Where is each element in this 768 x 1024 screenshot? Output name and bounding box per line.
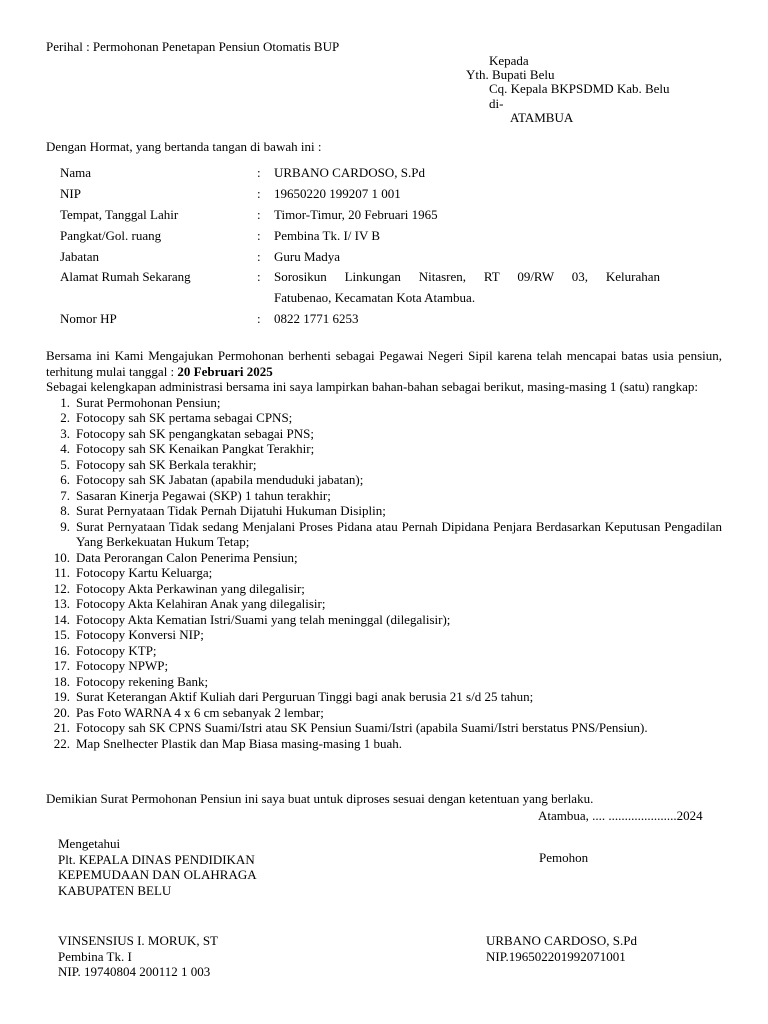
subject-line: Perihal : Permohonan Penetapan Pensiun Otomatis BUP: [46, 39, 340, 54]
attachment-item: [46, 441, 722, 457]
attachment-number: 21.: [53, 720, 70, 735]
identity-value: Pembina Tk. I/ IV B: [274, 227, 381, 243]
attachment-item: [46, 488, 722, 504]
identity-label: NIP: [60, 185, 81, 201]
attachment-item: [46, 658, 722, 674]
attachment-number: 18.: [53, 673, 70, 689]
paragraph-attachments: Sebagai kelengkapan administrasi bersama ini saya lampirkan bahan-bahan sebagai berikut, masing-masing 1 (satu) rangkap:: [46, 379, 698, 394]
identity-value: Guru Madya: [274, 248, 341, 264]
attachment-number: 1.: [60, 394, 70, 410]
attachment-number: 7.: [60, 487, 70, 503]
attachment-text: Surat Pernyataan Tidak Pernah Dijatuhi Hukuman Disiplin;: [76, 503, 386, 518]
applicant-label: Pemohon: [539, 850, 589, 865]
attachment-number: 11.: [54, 565, 70, 580]
attachment-item: [46, 736, 722, 752]
identity-label: Tempat, Tanggal Lahir: [60, 206, 179, 222]
attachment-item: [46, 410, 722, 426]
letter-body: [46, 348, 722, 751]
official-rank: Pembina Tk. I: [58, 948, 132, 964]
attachment-item: [46, 519, 722, 550]
official-title-3: KABUPATEN BELU: [58, 882, 172, 898]
attachment-text: Fotocopy sah SK pengangkatan sebagai PNS;: [76, 425, 314, 441]
address-line-2: Fatubenao, Kecamatan Kota Atambua.: [274, 290, 476, 306]
identity-colon: :: [257, 165, 261, 180]
identity-row-pangkat: [60, 228, 660, 249]
attachment-number: 16.: [53, 642, 70, 658]
attachment-number: 5.: [60, 456, 70, 472]
identity-colon: :: [257, 185, 261, 201]
attachment-item: [46, 581, 722, 597]
attachment-number: 6.: [60, 472, 70, 487]
attachment-item: [46, 720, 722, 736]
attachment-text: Fotocopy Akta Perkawinan yang dilegalisir;: [76, 580, 305, 596]
attachment-text: Fotocopy Akta Kematian Istri/Suami yang telah meninggal (dilegalisir);: [76, 611, 451, 627]
recipient-kepada: Kepada: [489, 53, 529, 68]
attachment-number: 12.: [53, 580, 70, 596]
attachment-number: 19.: [53, 689, 70, 704]
identity-value: Timor-Timur, 20 Februari 1965: [274, 206, 438, 222]
attachment-text: Surat Pernyataan Tidak sedang Menjalani Proses Pidana atau Pernah Dipidana Penjara Berdasarkan Keputusan Pengadilan Yang Berkekuatan Hukum Tetap;: [76, 518, 722, 549]
attachment-number: 10.: [53, 549, 70, 565]
recipient-block: [466, 53, 670, 124]
applicant-nip: NIP.196502201992071001: [486, 948, 626, 964]
attachment-number: 13.: [53, 596, 70, 611]
identity-label: Jabatan: [60, 248, 99, 264]
attachment-number: 17.: [53, 658, 70, 673]
address-line-1: Sorosikun Linkungan Nitasren, RT 09/RW 03, Kelurahan: [274, 269, 660, 285]
attachment-item: [46, 627, 722, 643]
attachment-text: Fotocopy Kartu Keluarga;: [76, 565, 213, 580]
closing-paragraph: Demikian Surat Permohonan Pensiun ini saya buat untuk diproses sesuai dengan ketentuan yang berlaku.: [46, 791, 594, 806]
attachment-text: Fotocopy sah SK Kenaikan Pangkat Terakhir;: [76, 441, 315, 456]
attachment-item: [46, 550, 722, 566]
attachment-item: [46, 674, 722, 690]
identity-row-alamat: [60, 269, 660, 311]
identity-row-nama: [60, 165, 660, 186]
identity-table: [60, 165, 660, 332]
official-signature: [58, 933, 218, 980]
attachment-number: 15.: [53, 627, 70, 642]
attachment-item: [46, 643, 722, 659]
paragraph-request-text: Bersama ini Kami Mengajukan Permohonan berhenti sebagai Pegawai Negeri Sipil karena telah mencapai batas usia pensiun, terhitung mulai tanggal :: [46, 348, 722, 379]
retirement-date: 20 Februari 2025: [177, 363, 273, 379]
identity-value: 0822 1771 6253: [274, 311, 359, 327]
attachment-text: Fotocopy NPWP;: [76, 658, 169, 673]
attachment-text: Fotocopy sah SK Berkala terakhir;: [76, 456, 257, 472]
attachment-text: Pas Foto WARNA 4 x 6 cm sebanyak 2 lembar;: [76, 704, 324, 720]
official-title-2: KEPEMUDAAN DAN OLAHRAGA: [58, 867, 257, 882]
attachment-number: 22.: [53, 735, 70, 751]
identity-row-ttl: [60, 207, 660, 228]
acknowledgement-heading: Mengetahui: [58, 836, 121, 851]
official-name: VINSENSIUS I. MORUK, ST: [58, 933, 218, 948]
attachment-item: [46, 503, 722, 519]
identity-colon: :: [257, 311, 261, 327]
identity-colon: :: [257, 269, 261, 285]
attachment-number: 3.: [60, 425, 70, 441]
official-title-1: Plt. KEPALA DINAS PENDIDIKAN: [58, 851, 255, 867]
place-date: Atambua, .... .....................2024: [538, 808, 703, 823]
recipient-di: di-: [489, 95, 504, 111]
attachment-item: [46, 457, 722, 473]
attachment-number: 2.: [60, 410, 70, 425]
attachment-text: Surat Permohonan Pensiun;: [76, 394, 221, 410]
attachment-item: [46, 705, 722, 721]
attachment-item: [46, 565, 722, 581]
attachment-number: 4.: [60, 441, 70, 456]
attachment-text: Fotocopy sah SK CPNS Suami/Istri atau SK Pensiun Suami/Istri (apabila Suami/Istri berstatus PNS/Pensiun).: [76, 720, 648, 735]
attachment-text: Fotocopy rekening Bank;: [76, 673, 209, 689]
attachment-text: Map Snelhecter Plastik dan Map Biasa masing-masing 1 buah.: [76, 735, 403, 751]
attachment-item: [46, 612, 722, 628]
identity-colon: :: [257, 206, 261, 222]
attachment-text: Surat Keterangan Aktif Kuliah dari Perguruan Tinggi bagi anak berusia 21 s/d 25 tahun;: [76, 689, 534, 704]
recipient-cq: Cq. Kepala BKPSDMD Kab. Belu: [489, 81, 670, 97]
attachment-text: Sasaran Kinerja Pegawai (SKP) 1 tahun terakhir;: [76, 487, 331, 503]
attachment-item: [46, 689, 722, 705]
attachment-text: Fotocopy sah SK pertama sebagai CPNS;: [76, 410, 293, 425]
identity-colon: :: [257, 227, 261, 243]
attachment-item: [46, 472, 722, 488]
attachment-number: 14.: [53, 611, 70, 627]
attachment-number: 8.: [60, 503, 70, 518]
recipient-city: ATAMBUA: [510, 109, 574, 125]
identity-value: [274, 269, 660, 305]
identity-value: URBANO CARDOSO, S.Pd: [274, 165, 425, 180]
attachment-text: Fotocopy Akta Kelahiran Anak yang dilegalisir;: [76, 596, 326, 611]
identity-label: Nomor HP: [60, 311, 117, 327]
identity-label: Nama: [60, 165, 92, 180]
applicant-signature: [486, 933, 637, 964]
identity-value: 19650220 199207 1 001: [274, 185, 401, 201]
attachment-item: [46, 426, 722, 442]
paragraph-request: [46, 348, 722, 379]
attachment-item: [46, 596, 722, 612]
attachment-list: [46, 395, 722, 752]
recipient-yth: Yth. Bupati Belu: [466, 67, 555, 83]
identity-label: Alamat Rumah Sekarang: [60, 269, 191, 285]
attachment-number: 9.: [60, 518, 70, 534]
attachment-text: Data Perorangan Calon Penerima Pensiun;: [76, 549, 298, 565]
attachment-text: Fotocopy Konversi NIP;: [76, 627, 204, 642]
attachment-number: 20.: [53, 704, 70, 720]
greeting: Dengan Hormat, yang bertanda tangan di bawah ini :: [46, 139, 322, 154]
identity-colon: :: [257, 248, 261, 264]
identity-row-nip: [60, 186, 660, 207]
official-nip: NIP. 19740804 200112 1 003: [58, 964, 211, 979]
identity-row-jabatan: [60, 249, 660, 270]
attachment-item: [46, 395, 722, 411]
identity-label: Pangkat/Gol. ruang: [60, 227, 162, 243]
identity-row-hp: [60, 311, 660, 332]
attachment-text: Fotocopy KTP;: [76, 642, 157, 658]
acknowledgement-block: [58, 836, 257, 898]
applicant-name: URBANO CARDOSO, S.Pd: [486, 933, 637, 948]
attachment-text: Fotocopy sah SK Jabatan (apabila menduduki jabatan);: [76, 472, 364, 487]
